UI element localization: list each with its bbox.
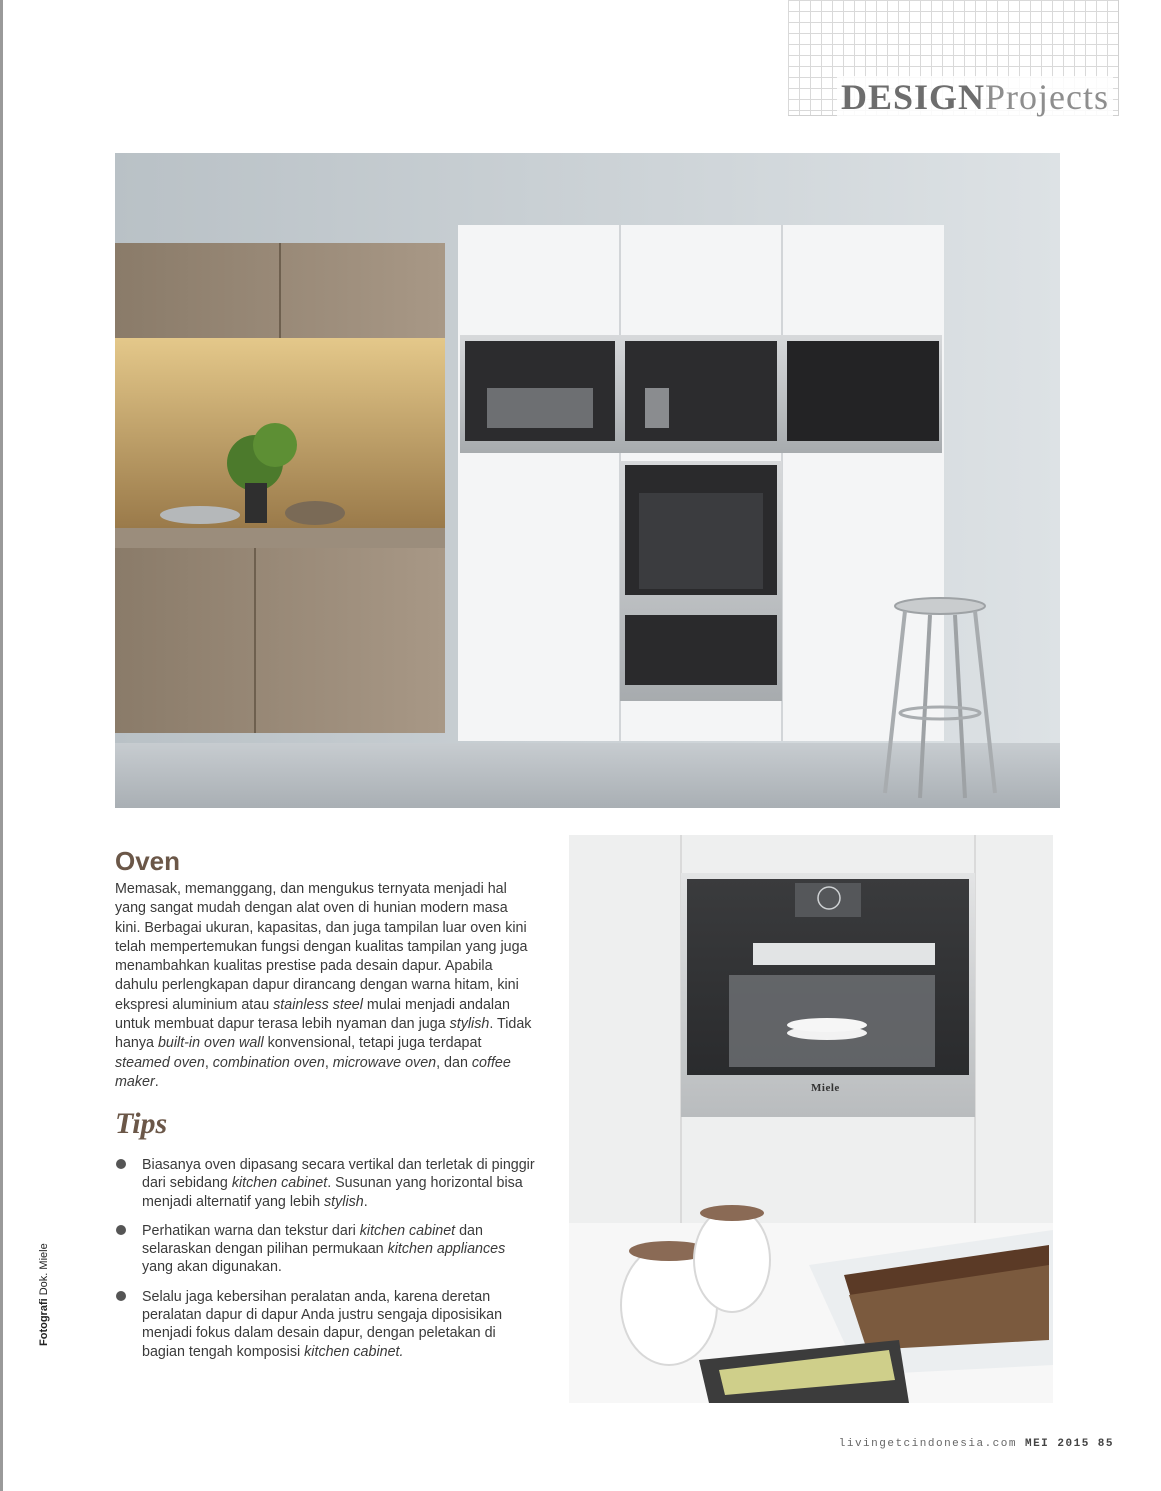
bullet-icon xyxy=(116,1291,126,1301)
oven-brand-label: Miele xyxy=(811,1082,840,1094)
tip-item: Biasanya oven dipasang secara vertikal dan terletak di pinggir dari sebidang kitchen cabinet. Susunan yang horizontal bisa menjadi alternatif yang lebih stylish. xyxy=(115,1156,535,1211)
tip-item: Selalu jaga kebersihan peralatan anda, karena deretan peralatan dapur di dapur Anda justru sengaja diposisikan menjadi fokus dalam desain dapur, dengan peletakan di bagian tengah komposisi kitchen cabinet. xyxy=(115,1288,535,1361)
footer-issue: MEI 2015 xyxy=(1024,1438,1090,1450)
article-heading: Oven xyxy=(115,846,181,876)
section-title: DESIGNProjects xyxy=(837,76,1113,118)
oven-illustration xyxy=(569,835,1053,1403)
page-footer xyxy=(831,1438,1114,1450)
tip-item: Perhatikan warna dan tekstur dari kitchen cabinet dan selaraskan dengan pilihan permukaan kitchen appliances yang akan digunakan. xyxy=(115,1222,535,1277)
photo-credit: Fotografi Dok. Miele xyxy=(38,1243,50,1346)
article-body: Memasak, memanggang, dan mengukus ternyata menjadi hal yang sangat mudah dengan alat oven di hunian modern masa kini. Berbagai ukuran, kapasitas, dan juga tampilan luar oven kini telah mempertemukan fungsi dengan kualitas tampilan yang juga menambahkan kualitas prestise pada desain dapur. Apabila dahulu perlengkapan dapur dirancang dengan warna hitam, kini ekspresi aluminium atau stainless steel mulai menjadi andalan untuk membuat dapur terasa lebih nyaman dan juga stylish. Tidak hanya built-in oven wall konvensional, tetapi juga terdapat steamed oven, combination oven, microwave oven, dan coffee maker. xyxy=(115,881,532,1090)
tips-list xyxy=(115,1156,535,1372)
page-edge-rule xyxy=(0,0,3,1491)
footer-website: livingetcindonesia.com xyxy=(838,1438,1017,1450)
oven-closeup-photo xyxy=(569,835,1053,1403)
page-number: 85 xyxy=(1097,1438,1114,1450)
bullet-icon xyxy=(116,1159,126,1169)
kitchen-photo xyxy=(115,153,1060,808)
kitchen-illustration xyxy=(115,153,1060,808)
bullet-icon xyxy=(116,1225,126,1235)
tips-heading: Tips xyxy=(115,1107,168,1140)
